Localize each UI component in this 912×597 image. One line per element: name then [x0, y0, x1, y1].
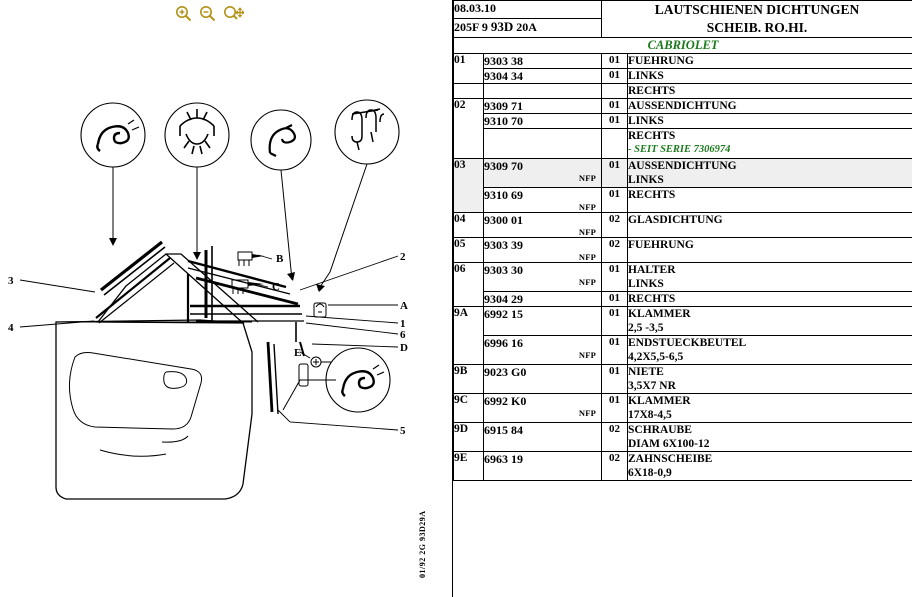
part-description: LINKS: [628, 114, 912, 129]
part-quantity: 02: [602, 452, 628, 481]
svg-text:D: D: [400, 342, 408, 354]
part-quantity: 01: [602, 394, 628, 423]
svg-text:B: B: [276, 253, 284, 265]
part-description: FUEHRUNG: [628, 238, 912, 263]
part-description: RECHTS: [628, 292, 912, 307]
part-reference[interactable]: 6992 15: [484, 307, 602, 336]
item-index: 9A: [454, 307, 484, 365]
table-row-selected[interactable]: [454, 159, 912, 188]
part-quantity-spacer: [602, 129, 628, 159]
part-reference[interactable]: [484, 159, 602, 188]
table-row[interactable]: [454, 307, 912, 336]
part-reference-value: 9300 01: [484, 213, 523, 227]
part-reference[interactable]: [484, 213, 602, 238]
part-quantity-spacer: [602, 84, 628, 99]
item-index: 03: [454, 159, 484, 213]
table-row: [454, 84, 912, 99]
plate-title: [602, 1, 912, 38]
table-row[interactable]: [454, 365, 912, 394]
svg-text:E: E: [294, 347, 302, 359]
table-row[interactable]: [454, 394, 912, 423]
part-description: LINKS: [628, 69, 912, 84]
part-reference[interactable]: [484, 188, 602, 213]
part-description: GLASDICHTUNG: [628, 213, 912, 238]
part-nfp-flag: NFP: [578, 227, 596, 237]
item-index: 04: [454, 213, 484, 238]
part-description-spec: 17X8-4,5: [628, 409, 672, 421]
table-row[interactable]: [454, 99, 912, 114]
part-description-spec: DIAM 6X100-12: [628, 438, 710, 450]
part-nfp-flag: NFP: [578, 408, 596, 418]
part-description-group: [628, 129, 912, 159]
part-description-group: [628, 365, 912, 394]
part-reference-value: 9309 70: [484, 159, 523, 173]
svg-text:1: 1: [400, 318, 406, 330]
section-note: CABRIOLET: [454, 38, 912, 54]
part-reference[interactable]: [484, 336, 602, 365]
part-reference[interactable]: [484, 263, 602, 292]
item-index: 9E: [454, 452, 484, 481]
part-description: AUSSENDICHTUNG: [628, 99, 912, 114]
part-description: HALTER: [628, 264, 676, 276]
part-description-group: [628, 394, 912, 423]
item-index: 9D: [454, 423, 484, 452]
part-quantity: 01: [602, 54, 628, 69]
part-quantity: 01: [602, 69, 628, 84]
part-description: RECHTS: [628, 130, 676, 142]
section-note-row: [454, 38, 912, 54]
table-row[interactable]: [454, 114, 912, 129]
part-quantity: 01: [602, 336, 628, 365]
plate-title-line2: SCHEIB. RO.HI.: [706, 20, 808, 35]
zoom-move-icon[interactable]: [223, 5, 240, 22]
part-reference-value: 9303 39: [484, 238, 523, 252]
part-description-spec: 3,5X7 NR: [628, 380, 676, 392]
model-code-suffix: 20A: [516, 20, 537, 34]
table-row[interactable]: [454, 336, 912, 365]
table-row[interactable]: [454, 238, 912, 263]
part-description-spec: 2,5 -3,5: [628, 322, 664, 334]
svg-text:A: A: [400, 300, 408, 312]
item-index: 9B: [454, 365, 484, 394]
part-quantity: 01: [602, 99, 628, 114]
table-row[interactable]: [454, 188, 912, 213]
table-header-row-1: [454, 1, 912, 19]
part-description: KLAMMER: [628, 395, 691, 407]
part-description: NIETE: [628, 366, 664, 378]
part-quantity: 01: [602, 263, 628, 292]
plate-number: 08.03.10: [454, 1, 602, 19]
part-reference[interactable]: [484, 394, 602, 423]
part-description-side: LINKS: [628, 174, 664, 186]
part-description: RECHTS: [628, 84, 912, 99]
part-reference[interactable]: 9304 34: [484, 69, 602, 84]
part-nfp-flag: NFP: [578, 173, 596, 183]
parts-table: [453, 0, 912, 481]
svg-text:4: 4: [8, 322, 14, 334]
item-index: 01: [454, 54, 484, 84]
part-quantity: 01: [602, 188, 628, 213]
table-row: [454, 129, 912, 159]
part-quantity: 01: [602, 365, 628, 394]
item-index: 06: [454, 263, 484, 307]
zoom-toolbar: [175, 2, 285, 24]
part-quantity: 01: [602, 292, 628, 307]
part-reference[interactable]: 9309 71: [484, 99, 602, 114]
part-reference[interactable]: 9304 29: [484, 292, 602, 307]
part-description-group: [628, 263, 912, 292]
model-code: [454, 19, 602, 38]
zoom-in-icon[interactable]: [175, 5, 192, 22]
part-description: SCHRAUBE: [628, 424, 692, 436]
part-description: KLAMMER: [628, 308, 691, 320]
table-row[interactable]: [454, 423, 912, 452]
table-row[interactable]: [454, 263, 912, 292]
item-index: 9C: [454, 394, 484, 423]
part-reference[interactable]: 9023 G0: [484, 365, 602, 394]
zoom-out-icon[interactable]: [199, 5, 216, 22]
part-reference-value: 6996 16: [484, 336, 523, 350]
item-index: 05: [454, 238, 484, 263]
part-description-spec: 4,2X5,5-6,5: [628, 351, 684, 363]
part-reference[interactable]: 9303 38: [484, 54, 602, 69]
part-description-group: [628, 159, 912, 188]
drawing-caption: 01/92 2G 93D29A: [418, 510, 427, 578]
item-index-spacer: [454, 84, 484, 99]
part-description-side: LINKS: [628, 278, 664, 290]
part-quantity: 02: [602, 213, 628, 238]
part-quantity: 01: [602, 159, 628, 188]
part-reference[interactable]: [484, 238, 602, 263]
part-quantity: 01: [602, 307, 628, 336]
svg-text:6: 6: [400, 329, 406, 341]
part-quantity: 02: [602, 423, 628, 452]
part-description-group: [628, 307, 912, 336]
part-nfp-flag: NFP: [578, 277, 596, 287]
model-code-bold: 93D: [490, 19, 514, 34]
drawing-pane: [0, 0, 453, 597]
part-description: ZAHNSCHEIBE: [628, 453, 713, 465]
part-reference[interactable]: 6915 84: [484, 423, 602, 452]
part-reference-spacer: [484, 84, 602, 99]
part-quantity: 01: [602, 114, 628, 129]
part-description-spec: 6X18-0,9: [628, 467, 672, 479]
part-description: FUEHRUNG: [628, 54, 912, 69]
part-reference-value: 9303 30: [484, 263, 523, 277]
part-reference[interactable]: 6963 19: [484, 452, 602, 481]
svg-text:2: 2: [400, 251, 406, 263]
part-description: RECHTS: [628, 188, 912, 213]
table-row[interactable]: [454, 54, 912, 69]
svg-text:5: 5: [400, 425, 406, 437]
svg-text:C: C: [272, 281, 280, 293]
part-nfp-flag: NFP: [578, 252, 596, 262]
plate-title-line1: LAUTSCHIENEN DICHTUNGEN: [654, 2, 860, 17]
parts-table-pane: [453, 0, 912, 597]
table-row[interactable]: [454, 452, 912, 481]
table-row[interactable]: [454, 292, 912, 307]
part-reference-spacer: [484, 129, 602, 159]
part-nfp-flag: NFP: [578, 350, 596, 360]
door-seal-technical-drawing: [0, 22, 452, 597]
part-description: ENDSTUECKBEUTEL: [628, 337, 747, 349]
part-description-group: [628, 336, 912, 365]
part-description: AUSSENDICHTUNG: [628, 160, 737, 172]
part-quantity: 02: [602, 238, 628, 263]
table-row[interactable]: [454, 213, 912, 238]
part-nfp-flag: NFP: [578, 202, 596, 212]
part-note: - SEIT SERIE 7306974: [628, 144, 731, 155]
part-reference[interactable]: 9310 70: [484, 114, 602, 129]
item-index: 02: [454, 99, 484, 159]
part-description-group: [628, 423, 912, 452]
svg-text:3: 3: [8, 275, 14, 287]
model-code-prefix: 205F 9: [454, 20, 488, 34]
table-row[interactable]: [454, 69, 912, 84]
part-reference-value: 6992 K0: [484, 394, 527, 408]
part-description-group: [628, 452, 912, 481]
part-reference-value: 9310 69: [484, 188, 523, 202]
